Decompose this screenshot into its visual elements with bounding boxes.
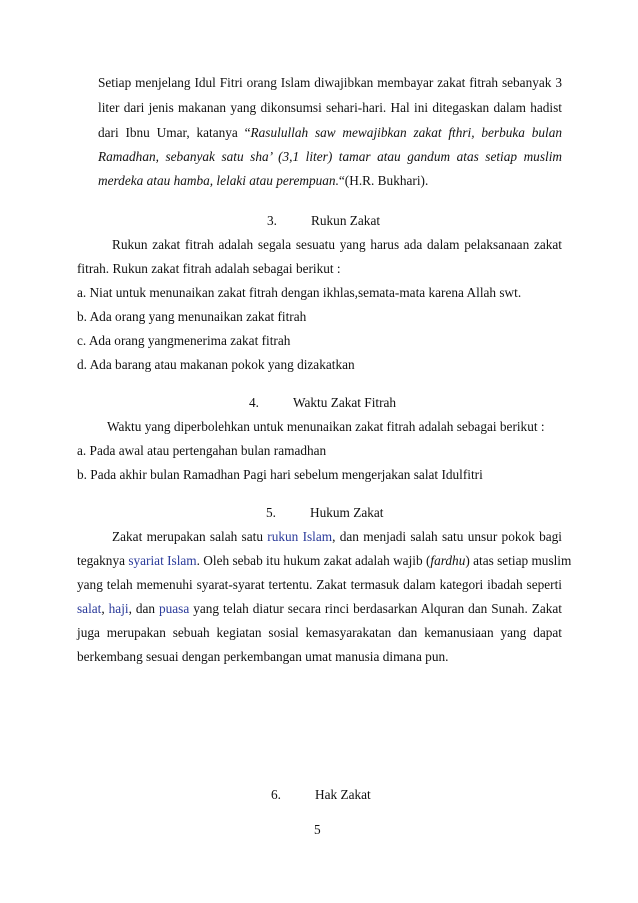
- intro-line-4: Ramadhan, sebanyak satu sha’ (3,1 liter) tamar atau gandum atas setiap muslim: [98, 149, 562, 164]
- list-item: a. Niat untuk menunaikan zakat fitrah dengan ikhlas,semata-mata karena Allah swt.: [77, 285, 522, 300]
- intro-line-5: merdeka atau hamba, lelaki atau perempuan.“(H.R. Bukhari).: [98, 173, 429, 188]
- haji-link[interactable]: haji: [108, 601, 129, 616]
- section-3-heading: 3. Rukun Zakat: [267, 213, 381, 228]
- list-item: c. Ada orang yangmenerima zakat fitrah: [77, 333, 291, 348]
- syariat-islam-link[interactable]: syariat Islam: [128, 553, 197, 568]
- intro-line-2: liter dari jenis makanan yang dikonsumsi sehari-hari. Hal ini ditegaskan dalam hadist: [98, 100, 562, 115]
- intro-line-3: dari Ibnu Umar, katanya “Rasulullah saw mewajibkan zakat fthri, berbuka bulan: [98, 125, 562, 140]
- section-3-paragraph-line-1: Rukun zakat fitrah adalah segala sesuatu yang harus ada dalam pelaksanaan zakat: [112, 237, 562, 252]
- puasa-link[interactable]: puasa: [158, 601, 190, 616]
- list-item: b. Pada akhir bulan Ramadhan Pagi hari sebelum mengerjakan salat Idulfitri: [77, 467, 483, 482]
- page-number: 5: [314, 822, 321, 837]
- section-4-heading: 4. Waktu Zakat Fitrah: [249, 395, 397, 410]
- section-5-line-1: Zakat merupakan salah satu rukun Islam, dan menjadi salah satu unsur pokok bagi: [112, 529, 562, 544]
- list-item: d. Ada barang atau makanan pokok yang dizakatkan: [77, 357, 355, 372]
- intro-line-1: Setiap menjelang Idul Fitri orang Islam diwajibkan membayar zakat fitrah sebanyak 3: [98, 75, 562, 90]
- section-5-line-4: salat, haji, dan puasa yang telah diatur secara rinci berdasarkan Alquran dan Sunah. Zakat: [77, 601, 562, 616]
- section-5-heading: 5. Hukum Zakat: [266, 505, 384, 520]
- section-6-heading: 6. Hak Zakat: [271, 787, 371, 802]
- section-3-paragraph-line-2: fitrah. Rukun zakat fitrah adalah sebagai berikut :: [77, 261, 341, 276]
- list-item: a. Pada awal atau pertengahan bulan ramadhan: [77, 443, 327, 458]
- rukun-islam-link[interactable]: rukun Islam: [267, 529, 333, 544]
- section-4-paragraph: Waktu yang diperbolehkan untuk menunaikan zakat fitrah adalah sebagai berikut :: [107, 419, 545, 434]
- section-5-line-3: yang telah memenuhi syarat-syarat tertentu. Zakat termasuk dalam kategori ibadah seperti: [77, 577, 562, 592]
- section-5-line-6: berkembang sesuai dengan perkembangan umat manusia dimana pun.: [77, 649, 449, 664]
- section-5-line-5: juga merupakan sebuah kegiatan sosial kemasyarakatan dan kemanusiaan yang dapat: [77, 625, 562, 640]
- salat-link[interactable]: salat: [77, 601, 102, 616]
- section-5-line-2: tegaknya syariat Islam. Oleh sebab itu hukum zakat adalah wajib (fardhu) atas setiap muslim: [77, 553, 572, 568]
- list-item: b. Ada orang yang menunaikan zakat fitrah: [77, 309, 307, 324]
